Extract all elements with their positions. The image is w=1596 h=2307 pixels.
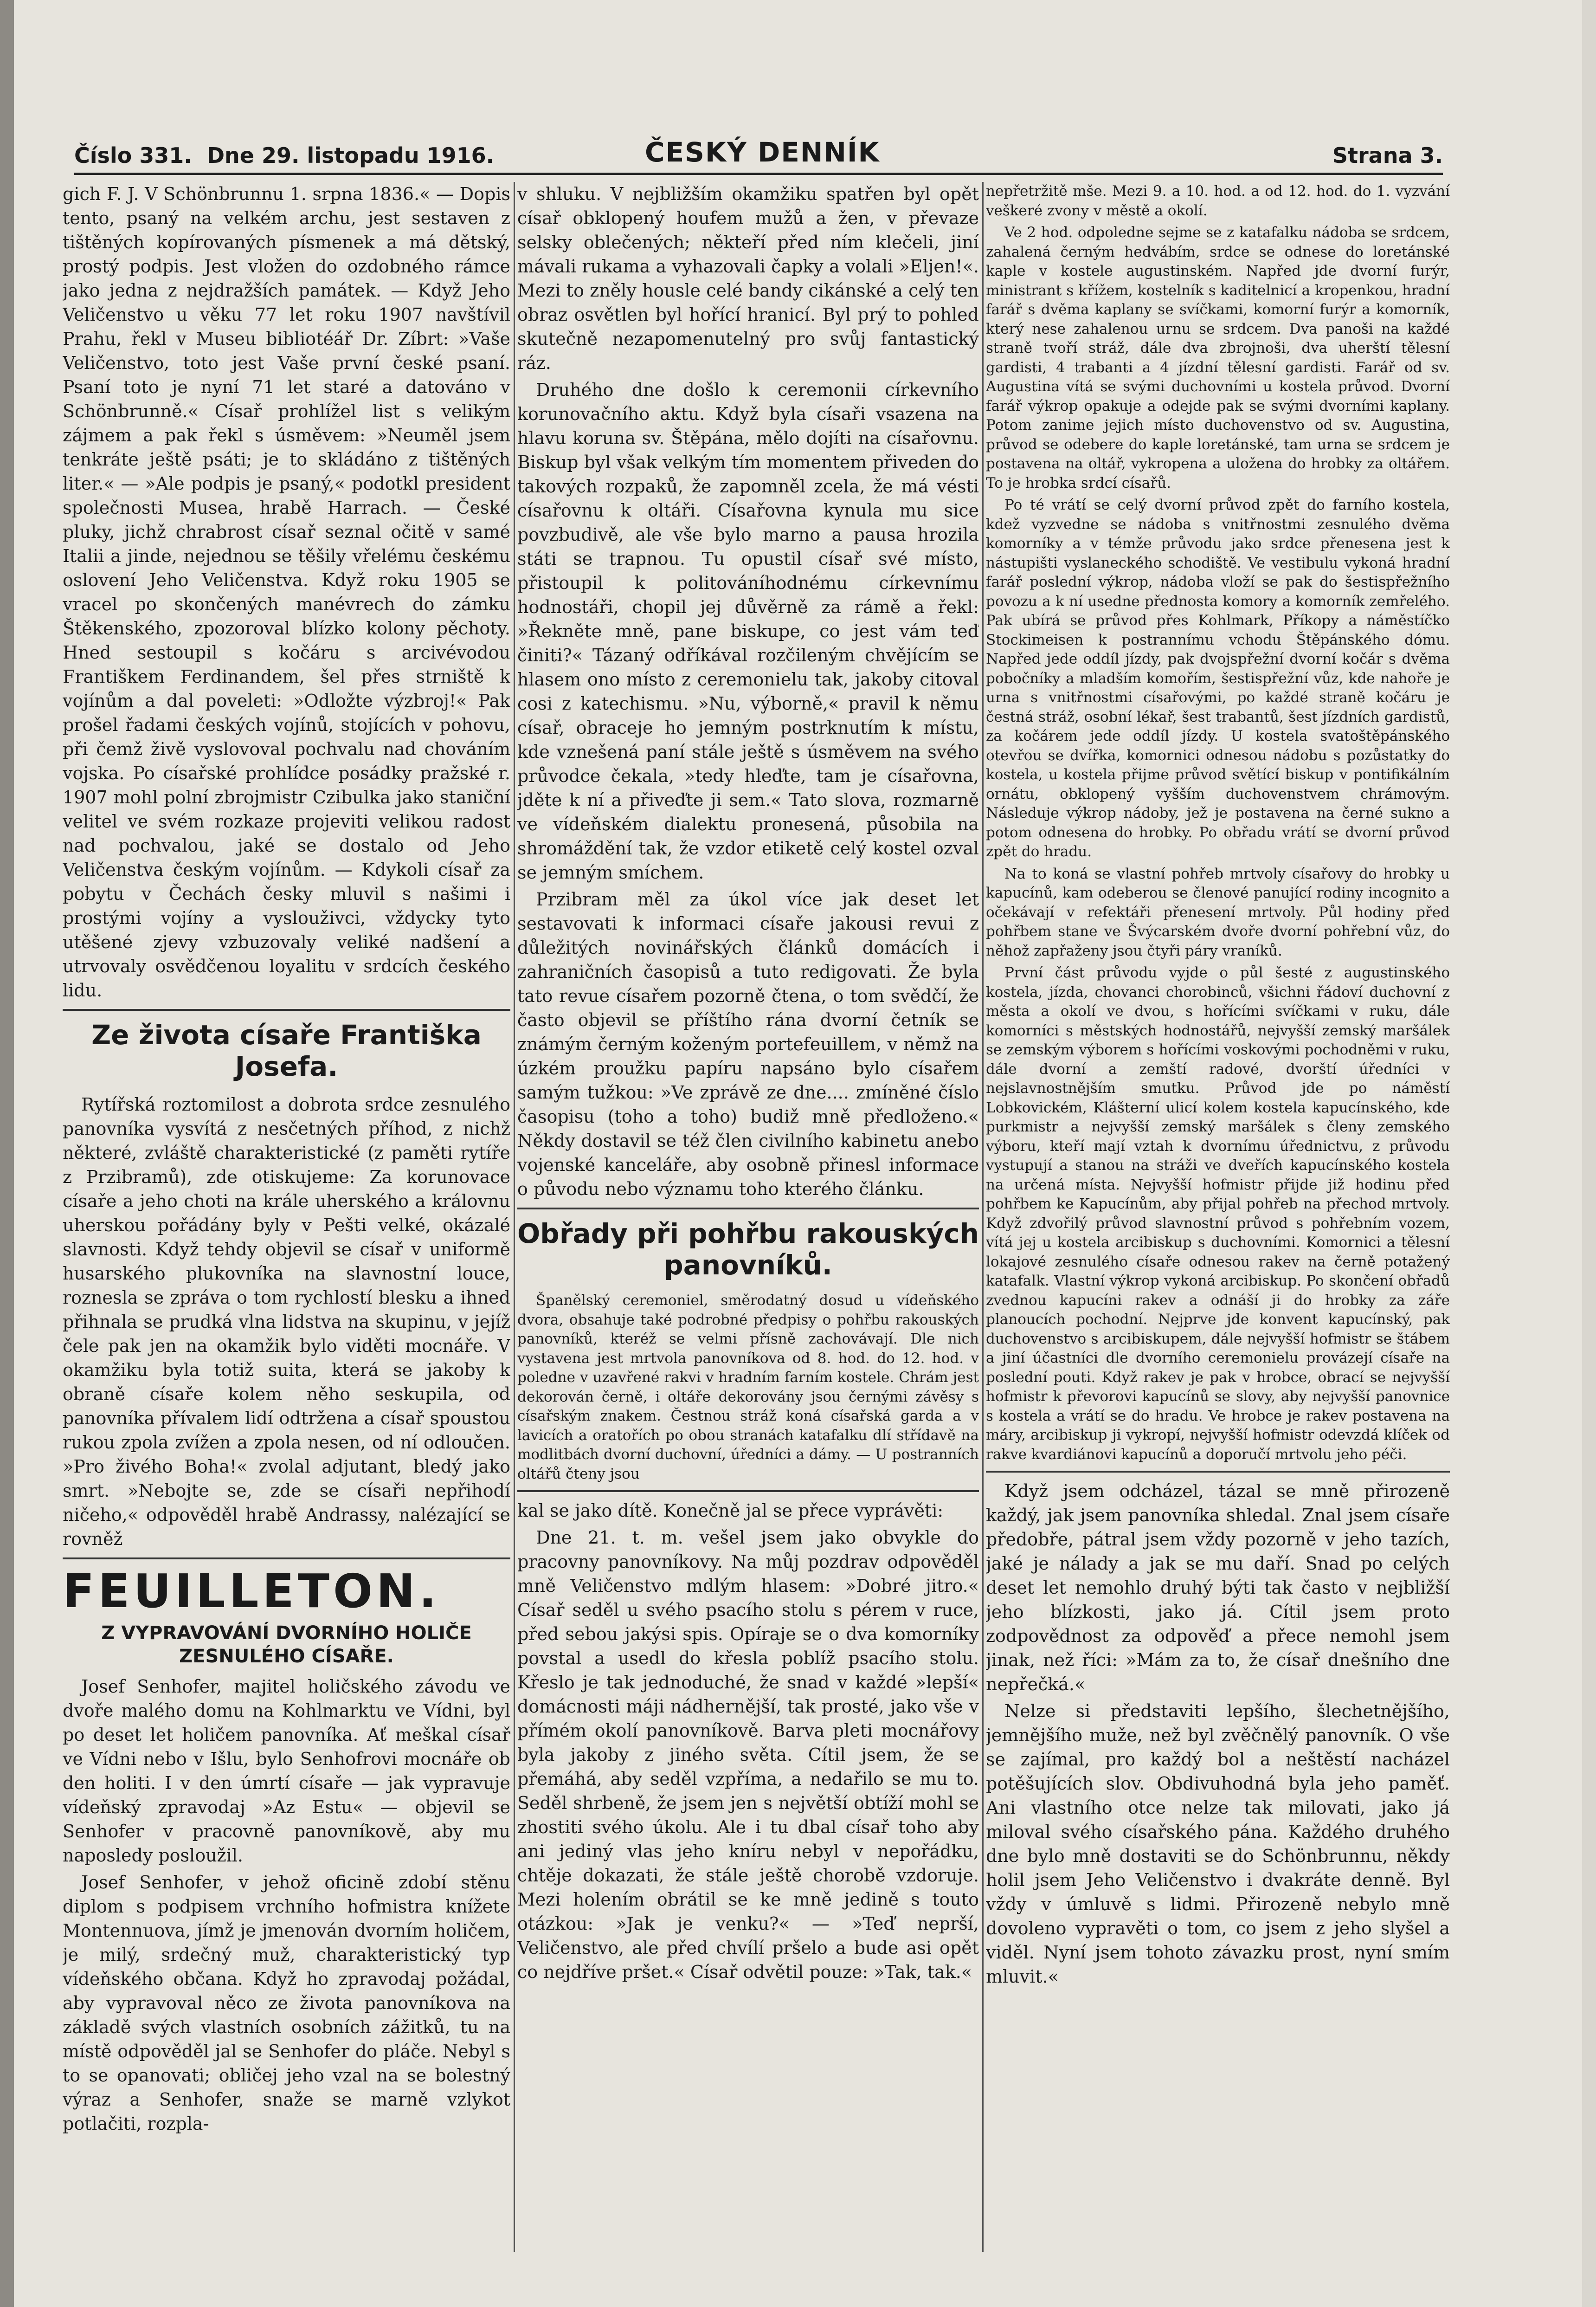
section-divider xyxy=(986,1471,1450,1473)
article-continuation: gich F. J. V Schönbrunnu 1. srpna 1836.« — Dopis tento, psaný na velkém archu, jest sestaven z tištěných kopírovaných písmenek a má dětský, prostý podpis. Jest vložen do ozdobného rámce jako jedna z nejdražších památek. — Když Jeho Veličenstvo u věku 77 let roku 1907 navštívil Prahu, řekl v Museu bibliotéář Dr. Zíbrt: »Vaše Veličenstvo, toto jest Vaše první české psaní. Psaní toto je nyní 71 let staré a datováno v Schönbrunně.« Císař prohlížel list s velikým zájmem a pak řekl s úsměvem: »Neuměl jsem tenkráte ještě psáti; je to skládáno z tištěných liter.« — »Ale podpis je psaný,« podotkl president společnosti Musea, hrabě Harrach. — České pluky, jichž chrabrost císař seznal očitě v samé Italii a jinde, nejednou se těšily vřelému českému oslovení Jeho Veličenstva. Když roku 1905 se vracel po skončených manévrech do zámku Štěkenského, zpozoroval blízko kolony pěchoty. Hned sestoupil s kočáru s arcivévodou Františkem Ferdinandem, šel přes strniště k vojínům a dal poveleti: »Odložte výzbroj!« Pak prošel řadami českých vojínů, stojících v pohovu, při čemž živě vyslovoval pochvalu nad chováním vojska. Po císařské prohlídce posádky pražské r. 1907 mohl polní zbrojmistr Czibulka jako staniční velitel ve svém rozkaze projeviti velikou radost nad pochvalou, jaké se dostalo od Jeho Veličenstva českým vojínům. — Kdykoli císař za pobytu v Čechách česky mluvil s našimi i prostými vojíny a vyslouživci, vždycky tyto utěšené zjevy vzbuzovaly veliké nadšení a utrvovaly osvědčenou loyalitu v srdcích českého lidu. xyxy=(63,184,510,1001)
section-divider xyxy=(517,1208,979,1209)
feuilleton-paragraph: Nelze si představiti lepšího, šlechetnějšího, jemnějšího muže, než byl zvěčnělý panovník. O vše se zajímal, pro každý bol a neštěstí nacházel potěšujících slov. Obdivuhodná byla jeho paměť. Ani vlastního otce nelze tak milovati, jako já miloval svého císařského pána. Každého druhého dne bylo mně dostaviti se do Schönbrunnu, někdy holil jsem Jeho Veličenstvo i dvakráte denně. Byl vždy v úmluvě s lidmi. Přirozeně nebylo mně dovoleno vypravěti o tom, co jsem z jeho slyšel a viděl. Nyní jsem tohoto závazku prost, nyní smím mluvit.« xyxy=(986,1701,1450,1987)
article-paragraph-small: Španělský ceremoniel, směrodatný dosud u vídeňského dvora, obsahuje také podrobné předpisy o pohřbu rakouských panovníků, kteréž se velmi přísně zachovávají. Dle nich vystavena jest mrtvola panovníkova od 8. hod. do 12. hod. v poledne v uzavřené rakvi v hradním farním kostele. Chrám jest dekorován černě, i oltáře dekorovány jsou černými závěsy s císařským znakem. Čestnou stráž koná císařská garda a v lavicích a oratořích po obou stranách katafalku dlí střídavě na modlitbách dvorní duchovní, úředníci a dámy. — U postranních oltářů čteny jsou xyxy=(517,1292,979,1482)
article-paragraph-small: Po té vrátí se celý dvorní průvod zpět do farního kostela, kdež vyzvedne se nádoba s vnitřnostmi zesnulého dvěma komorníky a v témže průvodu jako srdce přenesena jest k nástupišti vyslaneckého schodiště. Ve vestibulu vykoná hradní farář poslední výkrop, nádoba vloží se pak do šestispřežního povozu a k ní usedne přednosta komory a komorník zemřelého. Pak ubírá se průvod přes Kohlmark, Příkopy a náměstíčko Stockimeisen k postrannímu vchodu Štěpánského dómu. Napřed jede oddíl jízdy, pak dvojspřežní dvorní kočár s dvěma pobočníky a mladším komořím, šestispřežní vůz, kde nahoře je urna s vnitřnostmi císařovými, po každé straně kočáru je čestná stráž, osobní lékař, šest trabantů, šest jízdních gardistů, za kočárem jede oddíl jízdy. U kostela svatoštěpánského otevřou se dvířka, komornici odnesou nádobu s pozůstatky do kostela, u kostela přijme průvod světící biskup v pontifikálním ornátu, obklopený vyšším duchovenstvem chrámovým. Následuje výkrop nádoby, jež je postavena na černé sukno a potom odnesena do hrobky. Po obřadu vrátí se dvorní průvod zpět do hradu. xyxy=(986,497,1450,860)
article-paragraph: Przibram měl za úkol více jak deset let sestavovati k informaci císaře jakousi revui z důležitých novinářských článků domácích i zahraničních časopisů a tuto redigovati. Že byla tato revue císařem pozorně čtena, o tom svědčí, že často objevil se příštího rána dvorní četník se známým černým koženým portefeuillem, v němž na úzkém proužku papíru napsáno bylo císařem samým tužkou: »Ve zprávě ze dne.... zmíněné číslo časopisu (toho a toho) budiž mně předloženo.« Někdy dostavil se též člen civilního kabinetu anebo vojenské kanceláře, aby osobně přinesl informace o původu nebo významu toho kterého článku. xyxy=(517,889,979,1199)
feuilleton-heading: FEUILLETON. xyxy=(63,1564,440,1618)
article-paragraph-small: Ve 2 hod. odpoledne sejme se z katafalku nádoba se srdcem, zahalená černým hedvábím, srdce se odnese do loretánské kaple v kostele augustinském. Napřed jde dvorní furýr, ministrant s křížem, kostelník s kaditelnicí a kropenkou, hradní farář s dvěma kaplany se svíčkami, komorní furýr a komorník, který nese zahalenou urnu se srdcem. Dva panoši na každé straně tvoří stráž, dále dva zbrojnoši, dva uherští tělesní gardisti, 4 trabanti a 4 jízdní tělesní gardisti. Farář od sv. Augustina vítá se svými duchovními u kostela průvod. Dvorní farář výkrop opakuje a odejde pak se svými dvorními kaplany. Potom zanime jejich místo duchovenstvo od sv. Augustina, průvod se odebere do kaple loretánské, tam urna se srdcem je postavena na oltář, vykropena a uložena do hrobky za oltářem. To je hrobka srdcí císařů. xyxy=(986,224,1450,491)
column-1 xyxy=(63,182,510,2252)
feuilleton-continuation: kal se jako dítě. Konečně jal se přece vyprávěti: xyxy=(517,1500,944,1521)
section-divider xyxy=(63,1009,510,1011)
article-headline: Obřady při pohřbu rakouských panovníků. xyxy=(517,1218,979,1281)
column-rule xyxy=(514,182,515,2252)
feuilleton-paragraph: Když jsem odcházel, tázal se mně přirozeně každý, jak jsem panovníka shledal. Znal jsem císaře předobře, pátral jsem vždy pozorně v jeho tazích, jaké je nálady a jak se mu daří. Snad po celých deset let nemohlo druhý býti tak často v nejbližší jeho blízkosti, jako já. Cítil jsem proto zodpovědnost za odpověď a přece nemohl jsem jinak, než říci: »Mám za to, že císař dnešního dne nepřečká.« xyxy=(986,1481,1450,1694)
issue-and-date: Číslo 331. Dne 29. listopadu 1916. xyxy=(74,143,495,168)
section-divider xyxy=(517,1490,979,1492)
article-paragraph-small: Na to koná se vlastní pohřeb mrtvoly císařovy do hrobky u kapucínů, kam odeberou se členové panující rodiny incognito a očekávají v refektáři přenesení mrtvoly. Půl hodiny před pohřbem stane ve Švýcarském dvoře dvorní pohřební vůz, do něhož zapřaženy jsou čtyři páry vraníků. xyxy=(986,865,1450,959)
page-header xyxy=(74,136,1443,175)
article-paragraph-small: První část průvodu vyjde o půl šesté z augustinského kostela, jízda, chovanci chorobinců, všichni řádoví duchovní z města a okolí ve dvou, s hořícími svíčkami v ruku, dále komorníci s městských hodnostářů, nejvyšší zemský maršálek se zemským výborem s hořícími voskovými pochodněmi v ruku, dále dvorní a zemští radové, dvorští úředníci v nejslavnostnějším smutku. Průvod jde po náměstí Lobkovickém, Klášterní ulicí kolem kostela kapucínského, kde purkmistr a nejvyšší zemský maršálek s členy zemského výboru, kteří mají vztah k dvornímu úřednictvu, z průvodu vystupují a stanou na stráži ve dveřích kapucínského kostela na určená místa. Nejvyšší hofmistr přijde již hodinu před pohřbem ke Kapucínům, aby přijal pohřeb na přechod mrtvoly. Když zdvořilý průvod slavnostní průvod s pohřebním vozem, vítá jej u kostela arcibiskup s duchovními. Komornici a tělesní lokajové zesnulého císaře odnesou rakev na černě potažený katafalk. Vlastní výkrop vykoná arcibiskup. Po skončení obřadů zvednou kapucíni rakev a odnáší ji do hrobky za záře planoucích pochodní. Nejprve jde konvent kapucínský, pak duchovenstvo s arcibiskupem, dále nejvyšší hofmistr se štábem a jiní účastníci dle dvorního ceremonielu provázejí císaře na poslední pouti. Když rakev je pak v hrobce, obrací se nejvyšší hofmistr k převorovi kapucínů se slovy, aby nejvyšší panovnice s kostela a vrátí se do hradu. Ve hrobce je rakev postavena na máry, arcibiskup ji vykropí, nejvyšší hofmistr odevzdá klíček od rakve kvardiánovi kapucínů a doporučí mrtvolu jeho péči. xyxy=(986,964,1450,1463)
column-rule xyxy=(982,182,984,2252)
article-continuation-small: nepřetržitě mše. Mezi 9. a 10. hod. a od 12. hod. do 1. vyzvání veškeré zvony v městě a okolí. xyxy=(986,183,1450,219)
feuilleton-paragraph: Josef Senhofer, v jehož oficině zdobí stěnu diplom s podpisem vrchního hofmistra knížete Montennuova, jímž je jmenován dvorním holičem, je milý, srdečný muž, charakteristický typ vídeňského občana. Když ho zpravodaj požádal, aby vypravoval něco ze života panovníkova na základě svých vlastních osobních zážitků, tu na místě odpověděl jal se Senhofer do pláče. Nebyl s to se opanovati; obličej jeho vzal na se bolestný výraz a Senhofer, snaže se marně vzlykot potlačiti, rozpla- xyxy=(63,1872,510,2134)
article-paragraph: Druhého dne došlo k ceremonii církevního korunovačního aktu. Když byla císaři vsazena na hlavu koruna sv. Štěpána, mělo dojíti na císařovnu. Biskup byl však velkým tím momentem přiveden do takových rozpaků, že zapomněl zcela, že má vésti císařovnu k oltáři. Císařovna kynula mu sice povzbudivě, ale vše bylo marno a pausa hrozila státi se trapnou. Tu opustil císař své místo, přistoupil k politováníhodnému církevnímu hodnostáři, chopil jej důvěrně za rámě a řekl: »Řekněte mně, pane biskupe, co jest vám teď činiti?« Tázaný odříkával rozčileným chvějícím se hlasem ono místo z ceremonielu tak, jakoby citoval cosi z katechismu. »Nu, výborně,« pravil k němu císař, obraceje ho jemným postrknutím k místu, kde vznešená paní stále ještě s úsměvem na svého průvodce čekala, »tedy hleďte, tam je císařovna, jděte k ní a přiveďte ji sem.« Tato slova, rozmarně ve vídeňském dialektu pronesená, působila na shromáždění tak, že vzdor etiketě celý kostel ozval se jemným smíchem. xyxy=(517,380,979,883)
column-2 xyxy=(517,182,979,2252)
article-paragraph: Rytířská roztomilost a dobrota srdce zesnulého panovníka vysvítá z nesčetných příhod, z nichž některé, zvláště charakteristické (z paměti rytíře z Przibramů), zde otiskujeme: Za korunovace císaře a jeho choti na krále uherského a královnu uherskou pořádány byly v Pešti velké, okázalé slavnosti. Když tehdy objevil se císař v uniformě husarského plukovníka na slavnostní louce, roznesla se zpráva o tom rychlostí blesku a ihned přihnala se prudká vlna lidstva na skupinu, v jejíž čele pak jen na okamžik bylo viděti mocnáře. V okamžiku byla totiž suita, která se jakoby k obraně císaře kolem něho seskupila, od panovníka přívalem lidí odtržena a císař spoustou rukou zpola zvížen a zpola nesen, od ní odloučen. »Pro živého Boha!« zvolal adjutant, bledý jako smrt. »Nebojte se, zde se císaři nepřihodí ničeho,« odpověděl hrabě Andrassy, nalézající se rovněž xyxy=(63,1094,510,1549)
article-headline: Ze života císaře Františka Josefa. xyxy=(91,1019,482,1082)
scan-left-edge xyxy=(0,0,14,2307)
feuilleton-subhead: Z VYPRAVOVÁNÍ DVORNÍHO HOLIČE ZESNULÉHO CÍSAŘE. xyxy=(101,1622,472,1667)
feuilleton-paragraph: Dne 21. t. m. vešel jsem jako obvykle do pracovny panovníkovy. Na můj pozdrav odpověděl mně Veličenstvo mdlým hlasem: »Dobré jitro.« Císař seděl u svého psacího stolu s pérem v ruce, před sebou jakýsi spis. Opíraje se o dva komorníky povstal a usedl do křesla poblíž psacího stolu. Křeslo je tak jednoduché, že snad v každé »lepší« domácnosti máji nádhernější, tak prosté, jako vše v přímém okolí panovníkově. Barva pleti mocnářovy byla jakoby z jiného světa. Cítil jsem, že se přemáhá, aby seděl vzpříma, a nedařilo se mu to. Seděl shrbeně, že jsem jen s největší obtíží mohl se zhostiti svého úkolu. Ale i tu dbal císař toho aby ani jediný vlas jeho kníru nebyl v nepořádku, chtěje dokazati, že stále ještě chorobě vzdoruje. Mezi holením obrátil se ke mně jedině s touto otázkou: »Jak je venku?« — »Teď neprší, Veličenstvo, ale před chvílí pršelo a bude asi opět co nejdříve pršet.« Císař odvětil pouze: »Tak, tak.« xyxy=(517,1527,979,1982)
section-divider xyxy=(63,1557,510,1559)
page-number: Strana 3. xyxy=(1332,143,1443,168)
article-continuation: v shluku. V nejbližším okamžiku spatřen byl opět císař obklopený houfem mužů a žen, v převaze selsky oblečených; někteří před ním klečeli, jiní mávali rukama a vyhazovali čapky a volali »Eljen!«. Mezi to zněly housle celé bandy cikánské a celý ten obraz osvětlen byl hořící hranicí. Byl prý to pohled skutečně nezapomenutelný pro svůj fantastický ráz. xyxy=(517,184,979,373)
column-3 xyxy=(986,182,1450,2252)
masthead: ČESKÝ DENNÍK xyxy=(645,136,880,168)
feuilleton-paragraph: Josef Senhofer, majitel holičského závodu ve dvoře malého domu na Kohlmarktu ve Vídni, byl po deset let holičem panovníka. Ať meškal císař ve Vídni nebo v Išlu, bylo Senhofrovi mocnáře ob den holiti. I v den úmrtí císaře — jak vypravuje vídeňský zpravodaj »Az Estu« — objevil se Senhofer v pracovně panovníkově, aby mu naposledy posloužil. xyxy=(63,1676,510,1866)
